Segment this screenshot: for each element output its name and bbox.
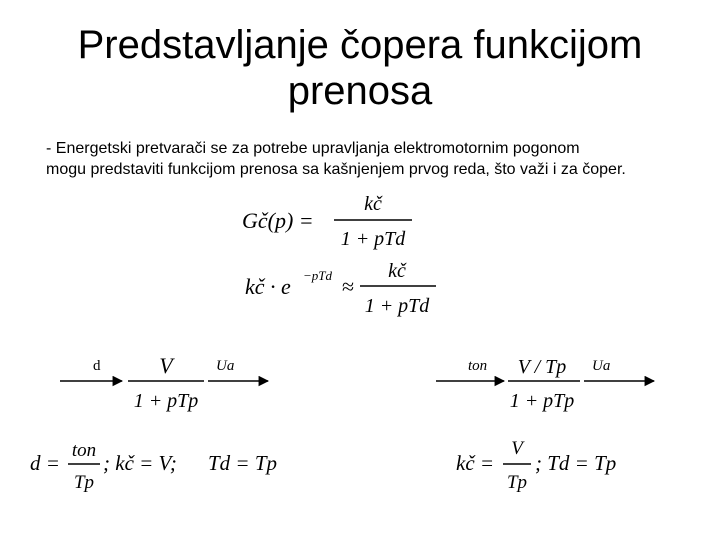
param-d-denominator: Tp (73, 472, 95, 493)
block-diagram-left (60, 353, 268, 412)
block-left-input-label: d (93, 358, 101, 374)
eq2-lhs-base: kč · e (245, 274, 291, 299)
title-line-2: prenosa (287, 69, 433, 113)
param-d-numerator: ton (71, 440, 97, 461)
param-kc-left: ; kč = V; (103, 451, 177, 475)
block-right-input-label: ton (468, 358, 488, 374)
param-kc-right-numerator: V (511, 438, 523, 459)
block-right-numerator: V / Tp (517, 356, 567, 378)
delay-approximation-equation (245, 260, 436, 317)
param-d-lhs: d = (30, 451, 60, 475)
param-kc-right-denominator: Tp (506, 472, 528, 493)
eq1-lhs: Gč(p) = (242, 208, 314, 233)
eq1-denominator: 1 + pTd (340, 228, 406, 250)
param-kc-right-lhs: kč = (456, 451, 495, 475)
eq2-lhs-exponent: −pTd (303, 268, 333, 283)
block-right-denominator: 1 + pTp (509, 390, 575, 412)
param-td-right: ; Td = Tp (535, 451, 617, 475)
intro-line-2: mogu predstaviti funkcijom prenosa sa kašnjenjem prvog reda, što važi i za čoper. (46, 161, 626, 178)
eq2-denominator: 1 + pTd (364, 295, 430, 317)
param-td-left: Td = Tp (208, 451, 278, 475)
parameters-left (30, 440, 277, 493)
eq1-numerator: kč (364, 193, 382, 215)
block-left-denominator: 1 + pTp (133, 390, 199, 412)
eq2-approx-sign: ≈ (342, 274, 355, 299)
eq2-numerator: kč (388, 260, 406, 282)
block-right-output-label: Ua (592, 358, 611, 374)
intro-line-1: - Energetski pretvarači se za potrebe upravljanja elektromotornim pogonom (46, 140, 580, 157)
block-diagram-right (436, 356, 654, 412)
transfer-function-equation (242, 193, 412, 250)
parameters-right (456, 438, 616, 493)
block-left-output-label: Ua (216, 358, 235, 374)
title-line-1: Predstavljanje čopera funkcijom (77, 23, 643, 67)
block-left-numerator: V (159, 353, 173, 378)
